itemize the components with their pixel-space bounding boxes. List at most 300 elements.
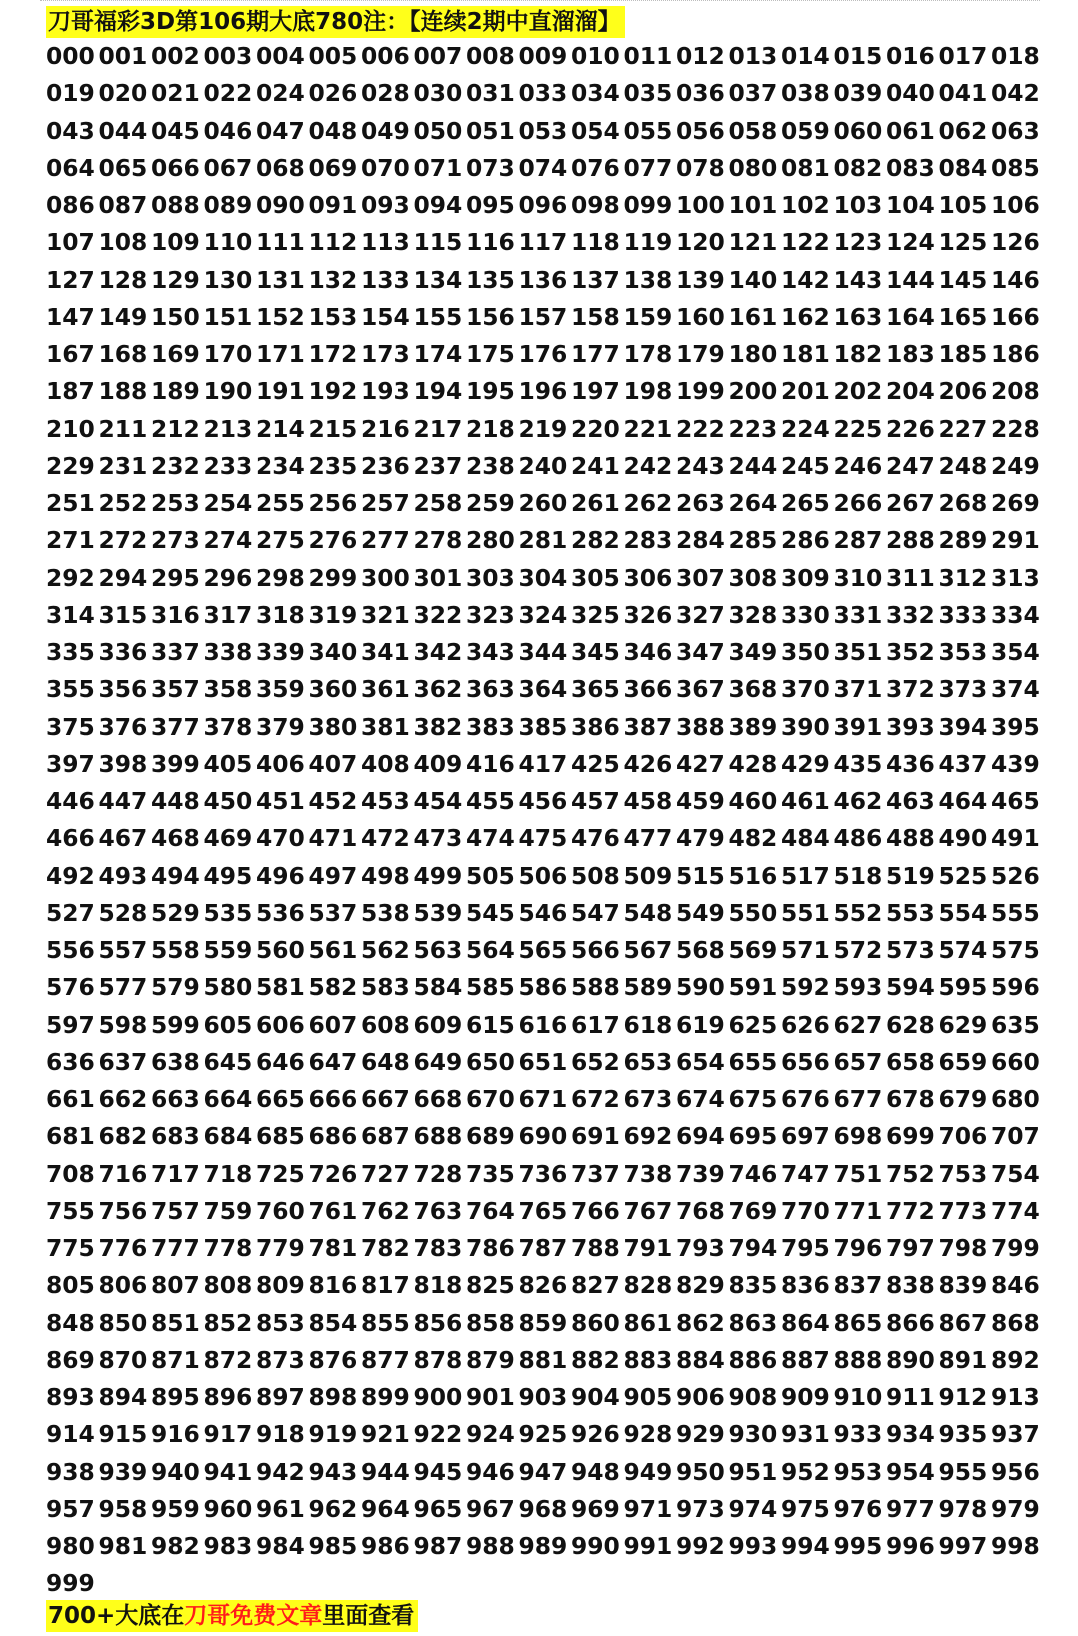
number-item: 426 xyxy=(623,749,673,778)
number-item: 593 xyxy=(833,973,883,1002)
number-row xyxy=(46,75,1046,112)
number-item: 224 xyxy=(781,414,830,443)
number-item: 282 xyxy=(571,526,620,555)
number-item: 496 xyxy=(256,861,305,890)
number-item: 446 xyxy=(46,787,95,815)
number-item: 527 xyxy=(46,898,95,927)
number-item: 825 xyxy=(466,1271,515,1300)
number-row xyxy=(46,1342,1046,1379)
number-item: 838 xyxy=(886,1271,935,1300)
number-item: 563 xyxy=(413,936,463,964)
number-item: 671 xyxy=(518,1085,568,1113)
number-item: 474 xyxy=(466,824,515,853)
number-item: 370 xyxy=(781,675,830,704)
number-item: 756 xyxy=(98,1196,148,1225)
number-item: 597 xyxy=(46,1010,95,1039)
number-item: 132 xyxy=(308,265,358,294)
number-item: 319 xyxy=(308,600,358,629)
number-item: 436 xyxy=(886,749,935,778)
number-item: 894 xyxy=(98,1383,148,1411)
number-item: 901 xyxy=(466,1383,515,1411)
number-item: 200 xyxy=(728,377,778,406)
number-item: 395 xyxy=(991,712,1040,741)
number-item: 193 xyxy=(361,377,410,406)
number-item: 754 xyxy=(991,1159,1040,1188)
number-item: 862 xyxy=(676,1308,725,1337)
number-item: 986 xyxy=(361,1532,410,1560)
number-item: 993 xyxy=(728,1532,778,1560)
number-item: 059 xyxy=(781,116,830,145)
number-item: 382 xyxy=(413,712,463,741)
number-item: 361 xyxy=(361,675,410,704)
number-item: 606 xyxy=(256,1010,305,1039)
number-item: 304 xyxy=(518,563,568,592)
number-item: 169 xyxy=(151,340,200,368)
number-item: 591 xyxy=(728,973,778,1002)
number-item: 150 xyxy=(151,302,200,331)
number-item: 225 xyxy=(833,414,883,443)
number-item: 243 xyxy=(676,451,725,480)
number-item: 099 xyxy=(623,191,673,219)
number-item: 588 xyxy=(571,973,620,1002)
number-item: 283 xyxy=(623,526,673,555)
number-item: 123 xyxy=(833,228,883,257)
number-item: 976 xyxy=(833,1494,883,1523)
number-row xyxy=(46,932,1046,969)
number-item: 707 xyxy=(991,1122,1040,1151)
number-item: 343 xyxy=(466,638,515,666)
number-item: 694 xyxy=(676,1122,725,1151)
number-item: 393 xyxy=(886,712,935,741)
number-item: 929 xyxy=(676,1420,725,1449)
number-item: 869 xyxy=(46,1345,95,1374)
number-item: 495 xyxy=(203,861,253,890)
number-item: 286 xyxy=(781,526,830,555)
number-item: 868 xyxy=(991,1308,1040,1337)
number-item: 272 xyxy=(98,526,148,555)
number-item: 158 xyxy=(571,302,620,331)
number-item: 093 xyxy=(361,191,410,219)
number-item: 265 xyxy=(781,489,830,517)
number-item: 649 xyxy=(413,1047,463,1076)
number-item: 177 xyxy=(571,340,620,368)
number-item: 237 xyxy=(413,451,463,480)
number-item: 660 xyxy=(991,1047,1040,1076)
number-item: 757 xyxy=(151,1196,200,1225)
number-item: 962 xyxy=(308,1494,358,1523)
number-item: 867 xyxy=(938,1308,988,1337)
number-item: 271 xyxy=(46,526,95,555)
number-item: 309 xyxy=(781,563,830,592)
number-item: 762 xyxy=(361,1196,410,1225)
number-item: 215 xyxy=(308,414,358,443)
number-item: 568 xyxy=(676,936,725,964)
number-item: 787 xyxy=(518,1234,568,1262)
number-item: 220 xyxy=(571,414,620,443)
number-item: 777 xyxy=(151,1234,200,1262)
number-item: 464 xyxy=(938,787,988,815)
number-item: 216 xyxy=(361,414,410,443)
number-item: 196 xyxy=(518,377,568,406)
number-item: 226 xyxy=(886,414,935,443)
number-item: 934 xyxy=(886,1420,935,1449)
number-item: 088 xyxy=(151,191,200,219)
number-row xyxy=(46,336,1046,373)
number-item: 268 xyxy=(938,489,988,517)
number-item: 211 xyxy=(98,414,148,443)
number-item: 536 xyxy=(256,898,305,927)
number-item: 362 xyxy=(413,675,463,704)
number-list xyxy=(46,38,1046,1603)
number-item: 677 xyxy=(833,1085,883,1113)
number-item: 397 xyxy=(46,749,95,778)
number-item: 060 xyxy=(833,116,883,145)
number-row xyxy=(46,1193,1046,1230)
number-row xyxy=(46,820,1046,857)
number-item: 793 xyxy=(676,1234,725,1262)
number-item: 202 xyxy=(833,377,883,406)
number-row xyxy=(46,262,1046,299)
number-item: 678 xyxy=(886,1085,935,1113)
number-item: 043 xyxy=(46,116,95,145)
number-item: 659 xyxy=(938,1047,988,1076)
number-item: 192 xyxy=(308,377,358,406)
number-item: 341 xyxy=(361,638,410,666)
number-item: 574 xyxy=(938,936,988,964)
number-item: 794 xyxy=(728,1234,778,1262)
number-item: 458 xyxy=(623,787,673,815)
number-item: 306 xyxy=(623,563,673,592)
number-item: 776 xyxy=(98,1234,148,1262)
number-item: 287 xyxy=(833,526,883,555)
number-item: 292 xyxy=(46,563,95,592)
number-item: 161 xyxy=(728,302,778,331)
number-item: 240 xyxy=(518,451,568,480)
number-item: 708 xyxy=(46,1159,95,1188)
number-item: 590 xyxy=(676,973,725,1002)
number-item: 363 xyxy=(466,675,515,704)
number-item: 340 xyxy=(308,638,358,666)
number-item: 491 xyxy=(991,824,1040,853)
number-item: 508 xyxy=(571,861,620,890)
number-item: 390 xyxy=(781,712,830,741)
number-item: 151 xyxy=(203,302,253,331)
number-item: 890 xyxy=(886,1345,935,1374)
number-item: 336 xyxy=(98,638,148,666)
number-item: 090 xyxy=(256,191,305,219)
number-item: 137 xyxy=(571,265,620,294)
number-row xyxy=(46,150,1046,187)
number-item: 509 xyxy=(623,861,673,890)
number-item: 077 xyxy=(623,153,673,182)
number-item: 425 xyxy=(571,749,620,778)
number-item: 555 xyxy=(991,898,1040,927)
number-item: 538 xyxy=(361,898,410,927)
number-item: 070 xyxy=(361,153,410,182)
number-item: 021 xyxy=(151,79,200,108)
number-item: 231 xyxy=(98,451,148,480)
number-item: 024 xyxy=(256,79,305,108)
number-item: 991 xyxy=(623,1532,673,1560)
number-item: 121 xyxy=(728,228,778,257)
number-item: 389 xyxy=(728,712,778,741)
number-item: 876 xyxy=(308,1345,358,1374)
number-item: 770 xyxy=(781,1196,830,1225)
number-item: 548 xyxy=(623,898,673,927)
number-item: 551 xyxy=(781,898,830,927)
number-row xyxy=(46,634,1046,671)
number-item: 781 xyxy=(308,1234,358,1262)
number-item: 546 xyxy=(518,898,568,927)
number-item: 175 xyxy=(466,340,515,368)
number-item: 615 xyxy=(466,1010,515,1039)
number-item: 038 xyxy=(781,79,830,108)
number-item: 553 xyxy=(886,898,935,927)
number-item: 998 xyxy=(991,1532,1040,1560)
number-item: 960 xyxy=(203,1494,253,1523)
number-item: 459 xyxy=(676,787,725,815)
number-item: 861 xyxy=(623,1308,673,1337)
number-item: 149 xyxy=(98,302,148,331)
number-item: 454 xyxy=(413,787,463,815)
number-item: 035 xyxy=(623,79,673,108)
number-item: 006 xyxy=(361,42,410,70)
number-item: 535 xyxy=(203,898,253,927)
number-item: 428 xyxy=(728,749,778,778)
number-item: 275 xyxy=(256,526,305,555)
number-row xyxy=(46,1416,1046,1453)
number-item: 195 xyxy=(466,377,515,406)
number-item: 457 xyxy=(571,787,620,815)
number-item: 153 xyxy=(308,302,358,331)
number-item: 199 xyxy=(676,377,725,406)
number-item: 091 xyxy=(308,191,358,219)
number-item: 516 xyxy=(728,861,778,890)
number-item: 882 xyxy=(571,1345,620,1374)
number-item: 999 xyxy=(46,1569,95,1598)
number-row xyxy=(46,783,1046,820)
number-item: 598 xyxy=(98,1010,148,1039)
number-item: 575 xyxy=(991,936,1040,964)
number-item: 955 xyxy=(938,1457,988,1486)
number-item: 497 xyxy=(308,861,358,890)
number-item: 528 xyxy=(98,898,148,927)
number-item: 515 xyxy=(676,861,725,890)
number-item: 289 xyxy=(938,526,988,555)
number-item: 267 xyxy=(886,489,935,517)
number-item: 105 xyxy=(938,191,988,219)
number-item: 692 xyxy=(623,1122,673,1151)
number-item: 467 xyxy=(98,824,148,853)
number-item: 183 xyxy=(886,340,935,368)
number-item: 242 xyxy=(623,451,673,480)
number-item: 751 xyxy=(833,1159,883,1188)
number-item: 961 xyxy=(256,1494,305,1523)
number-item: 142 xyxy=(781,265,830,294)
number-item: 055 xyxy=(623,116,673,145)
number-item: 835 xyxy=(728,1271,778,1300)
number-item: 664 xyxy=(203,1085,253,1113)
number-item: 939 xyxy=(98,1457,148,1486)
number-row xyxy=(46,1081,1046,1118)
number-item: 045 xyxy=(151,116,200,145)
number-item: 914 xyxy=(46,1420,95,1449)
number-item: 550 xyxy=(728,898,778,927)
number-item: 695 xyxy=(728,1122,778,1151)
number-item: 119 xyxy=(623,228,673,257)
number-item: 004 xyxy=(256,42,305,70)
number-item: 798 xyxy=(938,1234,988,1262)
number-item: 375 xyxy=(46,712,95,741)
number-row xyxy=(46,485,1046,522)
number-item: 003 xyxy=(203,42,253,70)
number-item: 559 xyxy=(203,936,253,964)
number-item: 682 xyxy=(98,1122,148,1151)
number-item: 878 xyxy=(413,1345,463,1374)
number-item: 898 xyxy=(308,1383,358,1411)
number-item: 176 xyxy=(518,340,568,368)
number-item: 779 xyxy=(256,1234,305,1262)
number-item: 455 xyxy=(466,787,515,815)
number-item: 498 xyxy=(361,861,410,890)
number-item: 254 xyxy=(203,489,253,517)
number-item: 056 xyxy=(676,116,725,145)
number-item: 344 xyxy=(518,638,568,666)
number-item: 766 xyxy=(571,1196,620,1225)
number-row xyxy=(46,299,1046,336)
number-item: 616 xyxy=(518,1010,568,1039)
number-item: 930 xyxy=(728,1420,778,1449)
number-item: 926 xyxy=(571,1420,620,1449)
number-item: 518 xyxy=(833,861,883,890)
number-item: 807 xyxy=(151,1271,200,1300)
number-row xyxy=(46,38,1046,75)
number-item: 133 xyxy=(361,265,410,294)
number-item: 342 xyxy=(413,638,463,666)
number-item: 895 xyxy=(151,1383,200,1411)
number-item: 752 xyxy=(886,1159,935,1188)
number-row xyxy=(46,1267,1046,1304)
number-item: 258 xyxy=(413,489,463,517)
number-item: 517 xyxy=(781,861,830,890)
number-item: 165 xyxy=(938,302,988,331)
number-row xyxy=(46,597,1046,634)
number-item: 706 xyxy=(938,1122,988,1151)
number-item: 990 xyxy=(571,1532,620,1560)
number-item: 728 xyxy=(413,1159,463,1188)
number-item: 595 xyxy=(938,973,988,1002)
number-item: 311 xyxy=(886,563,935,592)
number-item: 647 xyxy=(308,1047,358,1076)
number-item: 617 xyxy=(571,1010,620,1039)
number-item: 408 xyxy=(361,749,410,778)
number-item: 764 xyxy=(466,1196,515,1225)
number-item: 124 xyxy=(886,228,935,257)
number-item: 931 xyxy=(781,1420,830,1449)
number-item: 073 xyxy=(466,153,515,182)
number-item: 848 xyxy=(46,1308,95,1337)
number-item: 476 xyxy=(571,824,620,853)
number-item: 339 xyxy=(256,638,305,666)
number-item: 571 xyxy=(781,936,830,964)
number-item: 805 xyxy=(46,1271,95,1300)
number-item: 066 xyxy=(151,153,200,182)
number-item: 573 xyxy=(886,936,935,964)
number-item: 873 xyxy=(256,1345,305,1374)
number-item: 191 xyxy=(256,377,305,406)
number-item: 086 xyxy=(46,191,95,219)
number-item: 836 xyxy=(781,1271,830,1300)
number-item: 775 xyxy=(46,1234,95,1262)
number-item: 299 xyxy=(308,563,358,592)
number-item: 855 xyxy=(361,1308,410,1337)
number-item: 846 xyxy=(991,1271,1040,1300)
number-item: 580 xyxy=(203,973,253,1002)
number-item: 159 xyxy=(623,302,673,331)
number-item: 975 xyxy=(781,1494,830,1523)
footer-article-link[interactable]: 刀哥免费文章 xyxy=(184,1603,323,1629)
number-item: 015 xyxy=(833,42,883,70)
number-item: 626 xyxy=(781,1010,830,1039)
number-item: 816 xyxy=(308,1271,358,1300)
number-item: 049 xyxy=(361,116,410,145)
number-item: 943 xyxy=(308,1457,358,1486)
number-item: 994 xyxy=(781,1532,830,1560)
number-item: 104 xyxy=(886,191,935,219)
number-item: 285 xyxy=(728,526,778,555)
number-item: 666 xyxy=(308,1085,358,1113)
number-item: 214 xyxy=(256,414,305,443)
number-item: 251 xyxy=(46,489,95,517)
number-item: 577 xyxy=(98,973,148,1002)
number-item: 244 xyxy=(728,451,778,480)
number-item: 904 xyxy=(571,1383,620,1411)
number-item: 763 xyxy=(413,1196,463,1225)
number-item: 987 xyxy=(413,1532,463,1560)
number-item: 381 xyxy=(361,712,410,741)
number-item: 687 xyxy=(361,1122,410,1151)
number-item: 680 xyxy=(991,1085,1040,1113)
number-item: 323 xyxy=(466,600,515,629)
number-item: 354 xyxy=(991,638,1040,666)
number-item: 983 xyxy=(203,1532,253,1560)
number-item: 925 xyxy=(518,1420,568,1449)
number-item: 409 xyxy=(413,749,463,778)
number-item: 000 xyxy=(46,42,95,70)
number-item: 900 xyxy=(413,1383,463,1411)
number-item: 953 xyxy=(833,1457,883,1486)
number-item: 494 xyxy=(151,861,200,890)
number-row xyxy=(46,709,1046,746)
number-item: 186 xyxy=(991,340,1040,368)
number-item: 221 xyxy=(623,414,673,443)
number-item: 461 xyxy=(781,787,830,815)
number-item: 371 xyxy=(833,675,883,704)
number-item: 958 xyxy=(98,1494,148,1523)
number-item: 608 xyxy=(361,1010,410,1039)
number-item: 367 xyxy=(676,675,725,704)
number-item: 005 xyxy=(308,42,358,70)
number-item: 261 xyxy=(571,489,620,517)
number-item: 273 xyxy=(151,526,200,555)
number-item: 505 xyxy=(466,861,515,890)
number-item: 905 xyxy=(623,1383,673,1411)
number-item: 417 xyxy=(518,749,568,778)
number-item: 549 xyxy=(676,898,725,927)
number-item: 941 xyxy=(203,1457,253,1486)
number-item: 817 xyxy=(361,1271,410,1300)
number-item: 910 xyxy=(833,1383,883,1411)
